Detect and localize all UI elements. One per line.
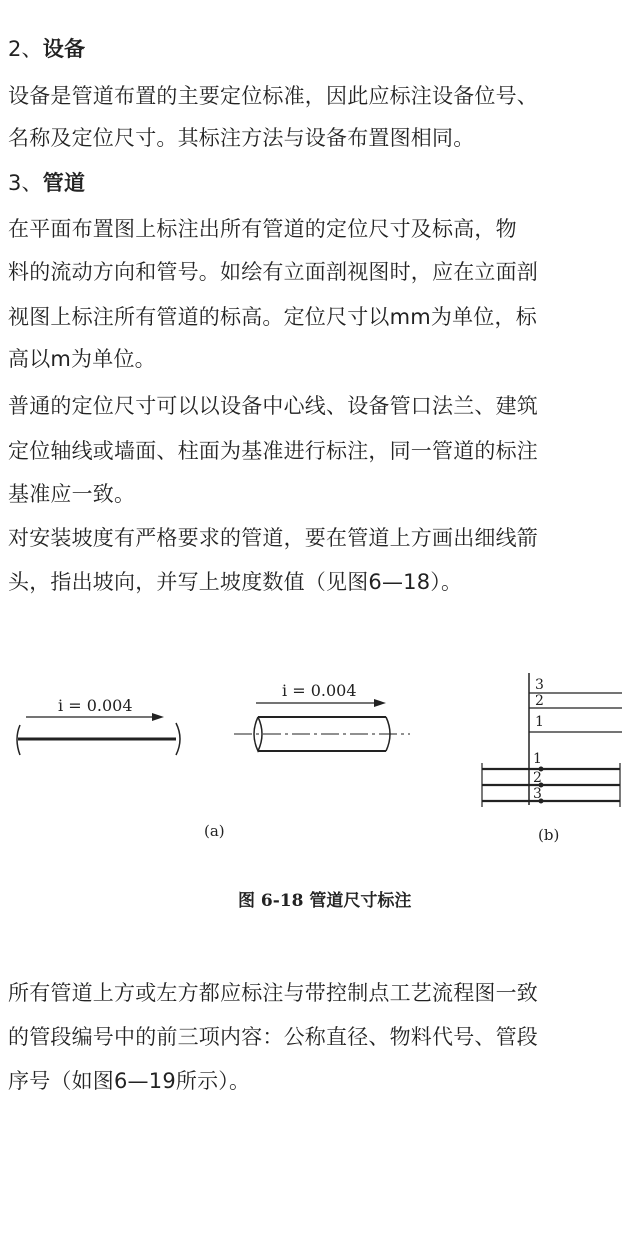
figure-caption: 图 6-18 管道尺寸标注 <box>238 891 412 911</box>
slope-label-a-right: i = 0.004 <box>282 681 357 700</box>
lower-number-3: 3 <box>533 786 542 802</box>
section-3-para1-line-1: 在平面布置图上标注出所有管道的定位尺寸及标高，物 <box>8 217 517 241</box>
upper-number-1: 1 <box>535 714 544 730</box>
upper-number-3: 3 <box>535 677 544 693</box>
section-3-heading <box>8 166 634 201</box>
section-3-para1-line-2: 料的流动方向和管号。如绘有立面剖视图时，应在立面剖 <box>8 260 538 284</box>
section-3-para2-line-2: 定位轴线或墙面、柱面为基准进行标注，同一管道的标注 <box>8 439 538 463</box>
subfigure-b <box>482 673 622 807</box>
subfigure-a-label: (a) <box>204 822 225 840</box>
section-3-para3-line-2: 头，指出坡向，并写上坡度数值（见图6—18）。 <box>8 570 463 594</box>
lower-number-2: 2 <box>533 770 542 786</box>
section-2-title: 设备 <box>42 37 86 61</box>
subfigure-a-right <box>234 681 410 751</box>
slope-label-a-left: i = 0.004 <box>58 696 133 715</box>
closing-line-3: 序号（如图6—19所示）。 <box>8 1069 251 1093</box>
section-3-para1-line-4: 高以m为单位。 <box>8 347 156 371</box>
section-3-para2-line-1: 普通的定位尺寸可以以设备中心线、设备管口法兰、建筑 <box>8 394 538 418</box>
section-2-number: 2、 <box>8 37 43 61</box>
break-mark-right <box>176 723 180 755</box>
figure-6-18 <box>0 655 640 920</box>
section-2-heading <box>8 32 634 67</box>
subfigure-b-label: (b) <box>538 826 560 844</box>
section-3-para3-line-1: 对安装坡度有严格要求的管道，要在管道上方画出细线箭 <box>8 526 538 550</box>
lower-number-1: 1 <box>533 751 542 767</box>
closing-line-1: 所有管道上方或左方都应标注与带控制点工艺流程图一致 <box>8 981 538 1005</box>
arrow-head-icon-2 <box>374 699 386 707</box>
section-3-para2-line-3: 基准应一致。 <box>8 482 136 506</box>
subfigure-a-left <box>17 696 180 755</box>
upper-number-2: 2 <box>535 693 544 709</box>
section-2-line-2: 名称及定位尺寸。其标注方法与设备布置图相同。 <box>8 126 475 150</box>
section-3-para1-line-3: 视图上标注所有管道的标高。定位尺寸以mm为单位，标 <box>8 305 537 329</box>
section-3-title: 管道 <box>42 171 86 195</box>
closing-line-2: 的管段编号中的前三项内容：公称直径、物料代号、管段 <box>8 1025 538 1049</box>
section-3-number: 3、 <box>8 171 43 195</box>
section-2-line-1: 设备是管道布置的主要定位标准，因此应标注设备位号、 <box>8 84 538 108</box>
arrow-head-icon <box>152 713 164 721</box>
